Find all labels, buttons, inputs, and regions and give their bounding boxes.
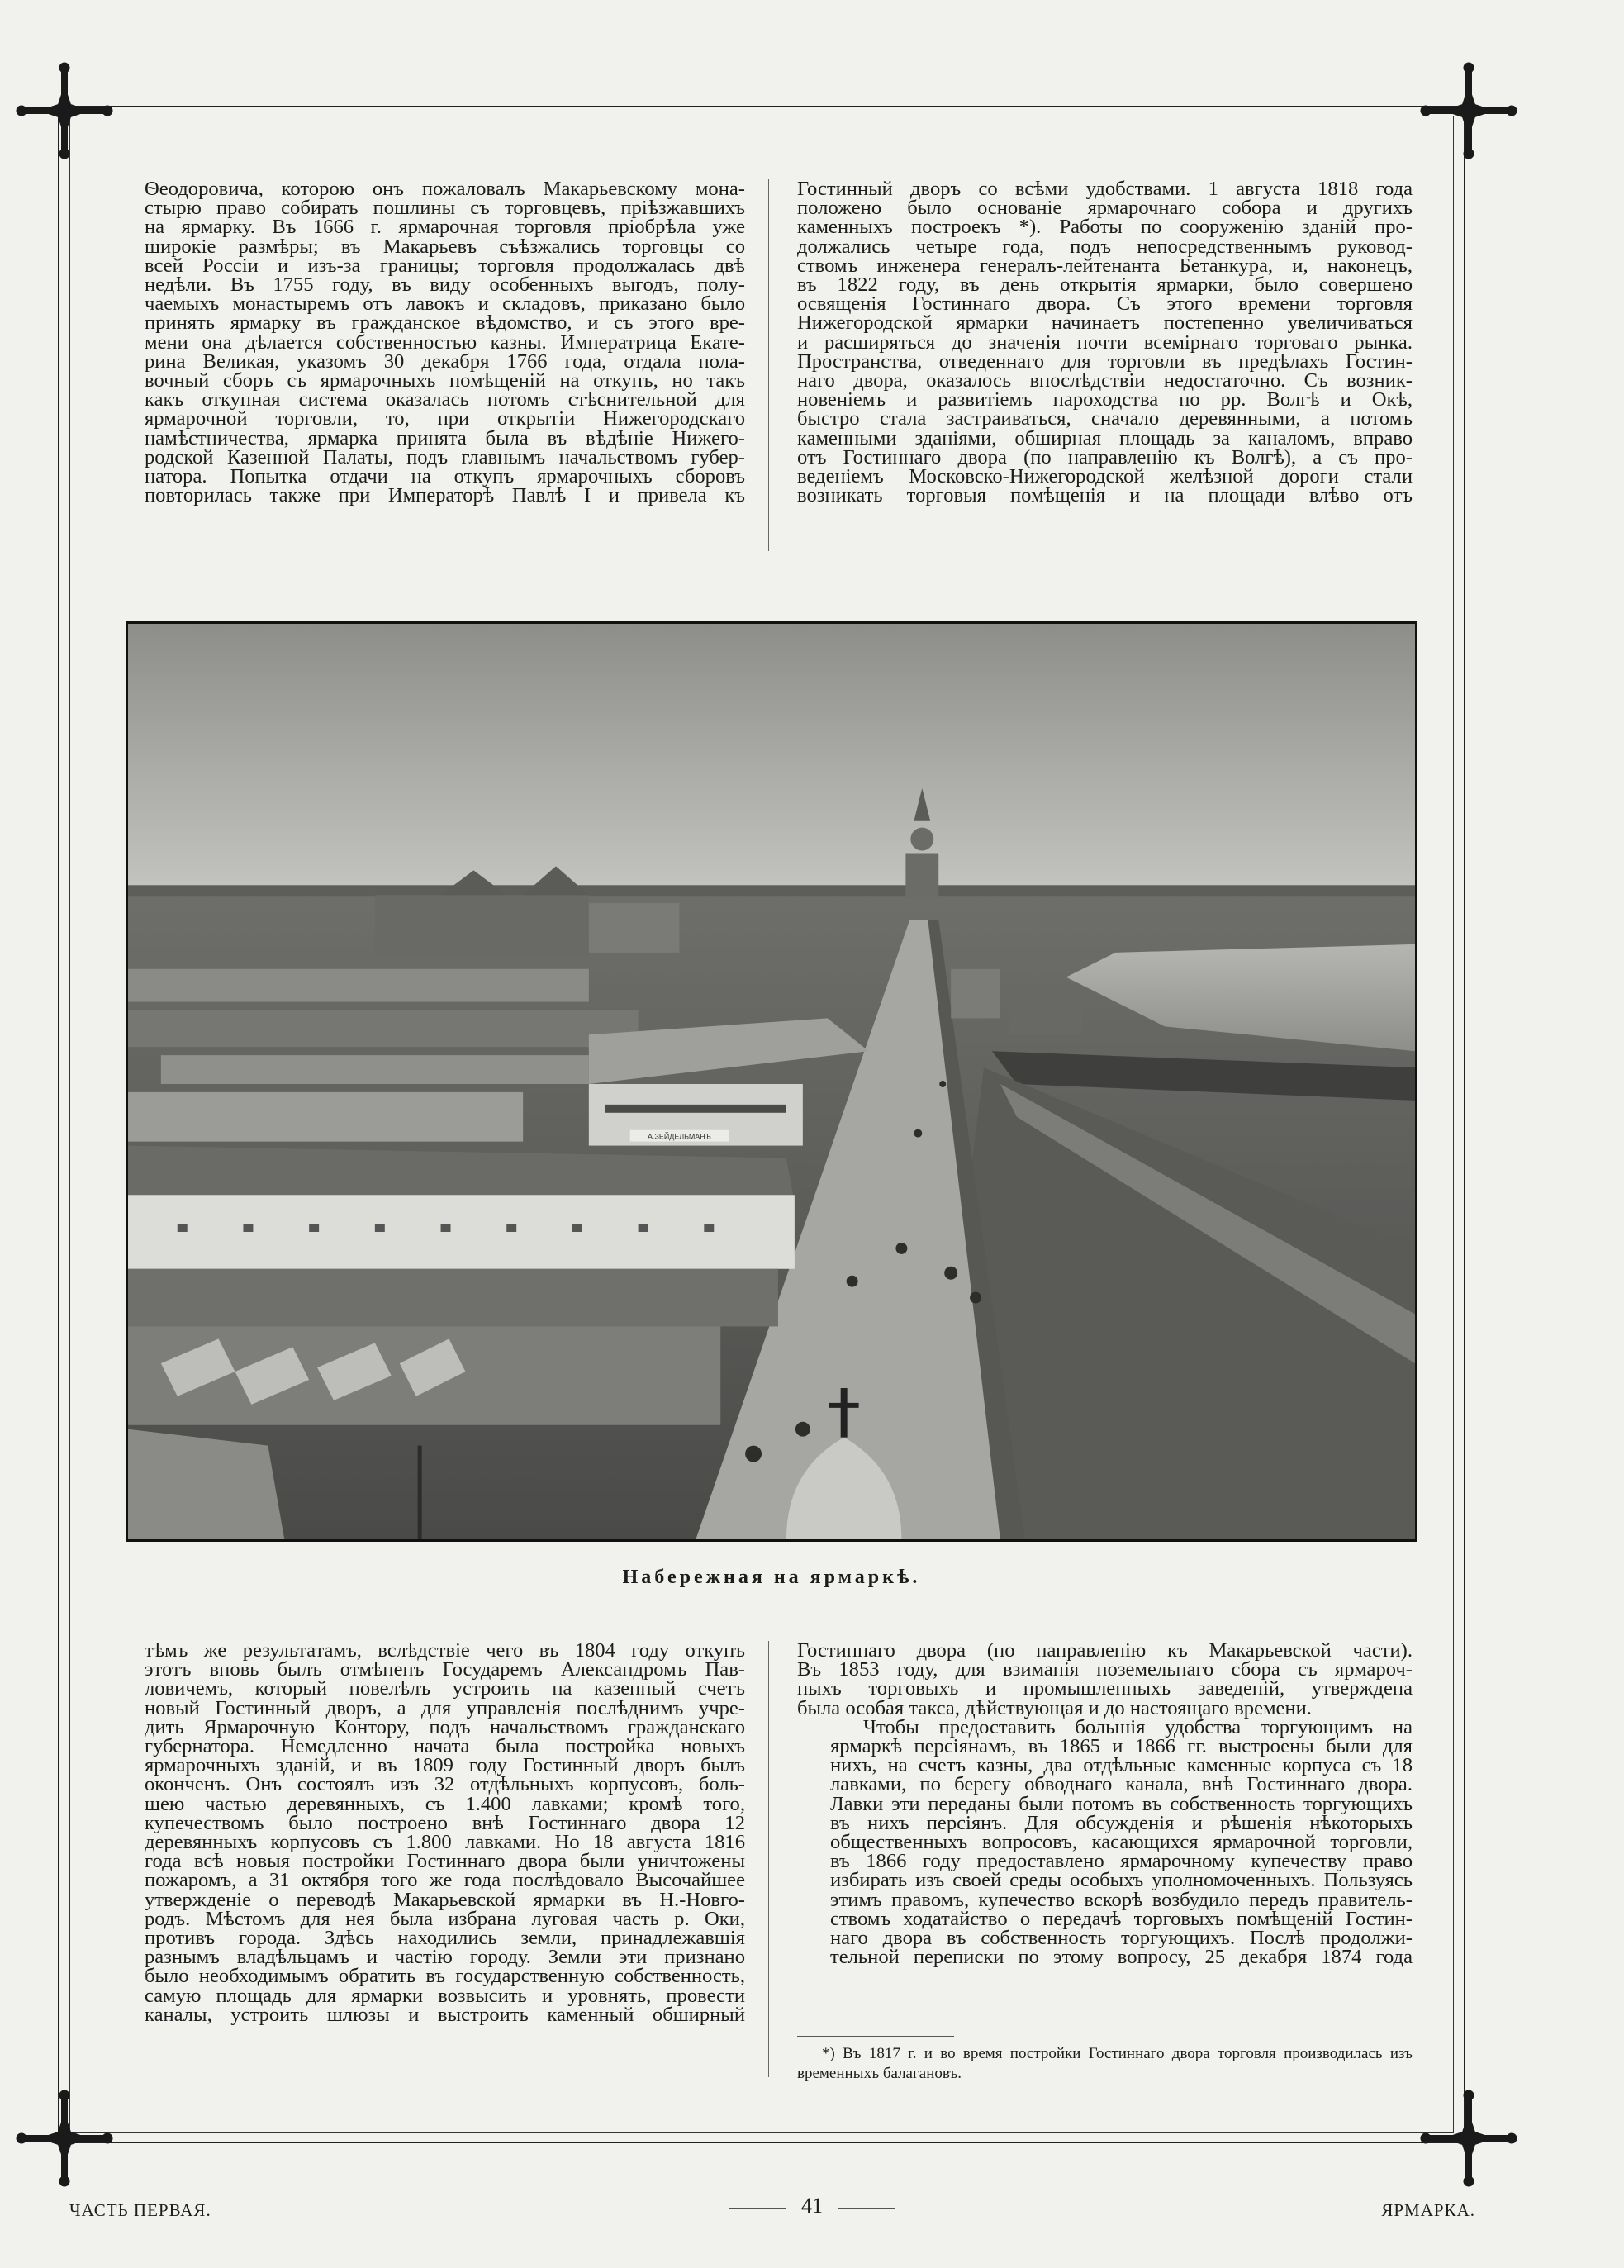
footer-section-label: ЯРМАРКА. <box>1381 2200 1475 2220</box>
text-line: рина Великая, указомъ 30 декабря 1766 года, отдала пола- <box>145 349 745 373</box>
text-column-bottom-left <box>145 1641 745 2024</box>
column-divider-bottom <box>768 1641 769 2077</box>
text-line: отъ Гостиннаго двора (по направленію къ Волгѣ), а съ про- <box>797 445 1413 468</box>
text-line: и расширяться до значенія почти всемірнаго торговаго рынка. <box>797 330 1413 354</box>
text-line: Въ 1853 году, для взиманія поземельнаго сбора съ ярмароч- <box>797 1658 1413 1681</box>
footer-part-label: ЧАСТЬ ПЕРВАЯ. <box>69 2200 211 2220</box>
text-line: утвержденіе о переводѣ Макарьевской ярмарки въ Н.-Новго- <box>145 1888 745 1911</box>
text-line: новеніемъ и развитіемъ пароходства по рр. Волгѣ и Окѣ, <box>797 388 1413 411</box>
text-line: веденіемъ Московско-Нижегородской желѣзной дороги стали <box>797 465 1413 488</box>
text-line: губернатора. Немедленно начата была постройка новыхъ <box>145 1735 745 1758</box>
text-line: общественныхъ вопросовъ, касающихся ярмарочной торговли, <box>830 1831 1413 1854</box>
text-column-top-right <box>797 179 1413 505</box>
text-line: самую площадь для ярмарки возвысить и уровнять, провести <box>145 1984 745 2007</box>
text-line: намѣстничества, ярмарка принята была въ вѣдѣніе Нижего- <box>145 426 745 449</box>
text-line: было необходимымъ обратить въ государственную собственность, <box>145 1965 745 1988</box>
text-line: Чтобы предоставить большія удобства торгующимъ на <box>863 1715 1413 1738</box>
text-line: ныхъ торговыхъ и промышленныхъ заведеній, утверждена <box>797 1677 1413 1700</box>
text-line: Ѳеодоровича, которою онъ пожаловалъ Макарьевскому мона- <box>145 178 745 200</box>
text-line: быстро стала застраиваться, сначало деревянными, а потомъ <box>797 407 1413 430</box>
corner-ornament-bottom-right <box>1419 2089 1518 2188</box>
text-line: ярмарочной торговли, то, при открытіи Нижегородскаго <box>145 407 745 430</box>
text-line: этимъ правомъ, купечество вскорѣ возбудило передъ правитель- <box>830 1888 1413 1911</box>
text-line: новый Гостинный дворъ, а для управленія послѣднимъ учре- <box>145 1696 745 1719</box>
text-line: повторилась также при Императорѣ Павлѣ I и привела къ <box>145 484 745 507</box>
text-line: ловичемъ, который повелѣлъ устроить на казенный счетъ <box>145 1677 745 1700</box>
text-line: дить Ярмарочную Контору, подъ начальствомъ гражданскаго <box>145 1715 745 1738</box>
text-line: возникать торговыя помѣщенія и на площади влѣво отъ <box>797 484 1413 507</box>
page-number-value: 41 <box>801 2194 823 2218</box>
text-line: Пространства, отведеннаго для торговли въ предѣлахъ Гостин- <box>797 349 1413 373</box>
text-line: Лавки эти переданы были потомъ въ собственность торгующихъ <box>830 1792 1413 1815</box>
text-line: каналы, устроить шлюзы и выстроить каменный обширный <box>145 2003 745 2026</box>
text-line: родской Казенной Палаты, подъ главнымъ начальствомъ губер- <box>145 445 745 468</box>
page-number <box>0 2194 1624 2218</box>
text-line: противъ города. Здѣсь находились земли, принадлежавшія <box>145 1927 745 1950</box>
footnote: *) Въ 1817 г. и во время постройки Гостиннаго двора торговля производилась изъ временныхъ балагановъ. <box>797 2045 1413 2082</box>
text-line: оконченъ. Онъ состоялъ изъ 32 отдѣльныхъ корпусовъ, боль- <box>145 1773 745 1796</box>
text-line: въ 1822 году, въ день открытія ярмарки, было совершено <box>797 273 1413 297</box>
text-line: какъ откупная система оказалась потомъ стѣснительной для <box>145 388 745 411</box>
text-line: пожаромъ, а 31 октября того же года послѣдовало Высочайшее <box>145 1869 745 1892</box>
text-line: лавками, по берегу обводнаго канала, внѣ Гостиннаго двора. <box>830 1773 1413 1796</box>
text-line: чаемыхъ монастыремъ отъ лавокъ и складовъ, приказано было <box>145 292 745 316</box>
photo-caption: Набережная на ярмаркѣ. <box>622 1567 921 1588</box>
text-line: положено было основаніе ярмарочнаго собора и другихъ <box>797 197 1413 220</box>
text-line: шею частью деревянныхъ, съ 1.400 лавками; кромѣ того, <box>145 1792 745 1815</box>
footnote-rule <box>797 2036 954 2037</box>
text-line: этотъ вновь былъ отмѣненъ Государемъ Александромъ Пав- <box>145 1658 745 1681</box>
text-line: ствомъ ходатайство о передачѣ торговыхъ помѣщеній Гостин- <box>830 1907 1413 1930</box>
corner-ornament-top-right <box>1419 61 1518 160</box>
corner-ornament-bottom-left <box>15 2089 114 2188</box>
text-line: наго двора, оказалось впослѣдствіи недостаточно. Съ возник- <box>797 369 1413 392</box>
shop-sign: А.ЗЕЙДЕЛЬМАНЪ <box>648 1132 711 1141</box>
text-line: въ нихъ персіянъ. Для обсужденія и рѣшенія нѣкоторыхъ <box>830 1811 1413 1834</box>
corner-ornament-top-left <box>15 61 114 160</box>
text-line: каменными зданіями, обширная площадь за каналомъ, вправо <box>797 426 1413 449</box>
text-line: родъ. Мѣстомъ для нея была избрана луговая часть р. Оки, <box>145 1907 745 1930</box>
text-column-top-left <box>145 179 745 505</box>
text-line: освященія Гостиннаго двора. Съ этого времени торговля <box>797 292 1413 316</box>
text-line: нихъ, на счетъ казны, два отдѣльные каменные корпуса съ 18 <box>830 1754 1413 1777</box>
text-line: деревянныхъ корпусовъ съ 1.800 лавками. Но 18 августа 1816 <box>145 1831 745 1854</box>
text-line: тѣмъ же результатамъ, вслѣдствіе чего въ 1804 году откупъ <box>145 1639 745 1662</box>
text-line: избирать изъ своей среды особыхъ уполномоченныхъ. Пользуясь <box>830 1869 1413 1892</box>
text-line: должались четыре года, подъ непосредственнымъ руковод- <box>797 235 1413 258</box>
text-line: Гостинный дворъ со всѣми удобствами. 1 августа 1818 года <box>797 178 1413 200</box>
text-line: натора. Попытка отдачи на откупъ ярмарочныхъ сборовъ <box>145 465 745 488</box>
text-line: года всѣ новыя постройки Гостиннаго двора были уничтожены <box>145 1850 745 1873</box>
text-line: наго двора въ собственность торгующихъ. Послѣ продолжи- <box>830 1927 1413 1950</box>
text-line: купечествомъ было построено внѣ Гостиннаго двора 12 <box>145 1811 745 1834</box>
text-line: ствомъ инженера генералъ-лейтенанта Бетанкура, и, наконецъ, <box>797 254 1413 277</box>
text-line: тельной переписки по этому вопросу, 25 декабря 1874 года <box>830 1946 1413 1969</box>
text-line: была особая такса, дѣйствующая и до настоящаго времени. <box>797 1696 1312 1719</box>
text-line: стырю право собирать пошлины съ торговцевъ, пріѣзжавшихъ <box>145 197 745 220</box>
text-line: вочный сборъ съ ярмарочныхъ помѣщеній на откупъ, но такъ <box>145 369 745 392</box>
text-line: ярмаркѣ персіянамъ, въ 1865 и 1866 гг. выстроены были для <box>830 1735 1413 1758</box>
text-line: принять ярмарку въ гражданское вѣдомство, и съ этого вре- <box>145 311 745 335</box>
text-line: широкіе размѣры; въ Макарьевъ съѣзжались торговцы со <box>145 235 745 258</box>
text-line: ярмарочныхъ зданій, и въ 1809 году Гостинный дворъ былъ <box>145 1754 745 1777</box>
text-line: каменныхъ построекъ *). Работы по сооруженію зданій про- <box>797 216 1413 239</box>
text-line: Гостиннаго двора (по направленію къ Макарьевской части). <box>797 1639 1413 1662</box>
photograph-embankment <box>126 621 1417 1542</box>
text-line: недѣли. Въ 1755 году, въ виду особенныхъ выгодъ, полу- <box>145 273 745 297</box>
text-column-bottom-right <box>797 1639 1413 1969</box>
text-line: Нижегородской ярмарки начинаетъ постепенно увеличиваться <box>797 311 1413 335</box>
text-line: въ 1866 году предоставлено ярмарочному купечеству право <box>830 1850 1413 1873</box>
text-line: разнымъ владѣльцамъ и частію городу. Земли эти признано <box>145 1946 745 1969</box>
text-line: мени она дѣлается собственностью казны. Императрица Екате- <box>145 330 745 354</box>
text-line: на ярмарку. Въ 1666 г. ярмарочная торговля пріобрѣла уже <box>145 216 745 239</box>
text-line: всей Россіи и изъ-за границы; торговля продолжалась двѣ <box>145 254 745 277</box>
column-divider-top <box>768 179 769 551</box>
